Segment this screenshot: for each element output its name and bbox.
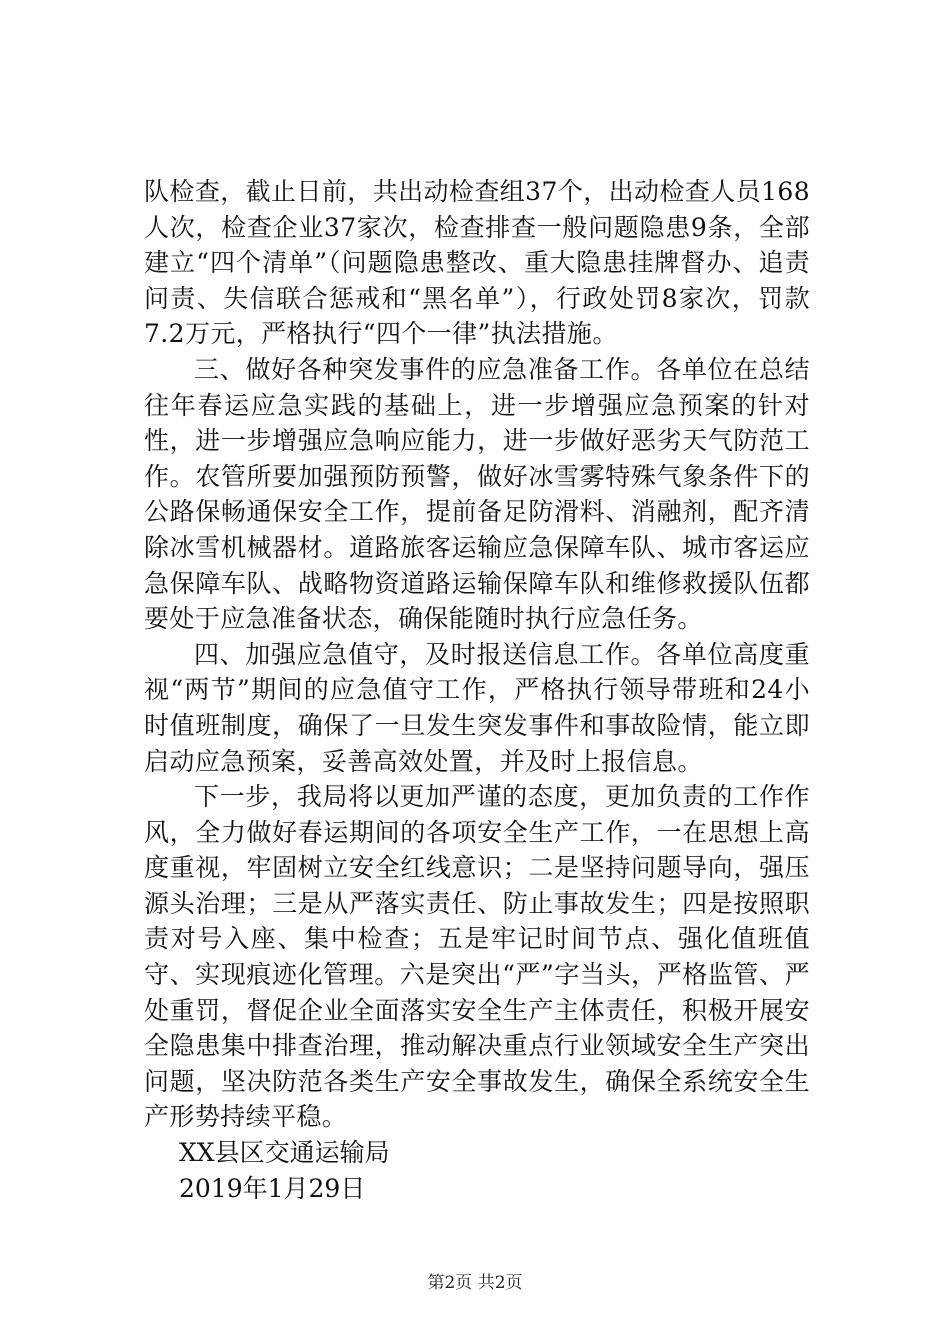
paragraph-inspection-summary: 队检查，截止日前，共出动检查组37个，出动检查人员168人次，检查企业37家次，检查排查一般问题隐患9条，全部建立“四个清单”（问题隐患整改、重大隐患挂牌督办、追责问责、失信联合惩戒和“黑名单”），行政处罚8家次，罚款7.2万元，严格执行“四个一律”执法措施。 [144,177,810,349]
paragraph-emergency-duty: 四、加强应急值守，及时报送信息工作。各单位高度重视“两节”期间的应急值守工作，严格执行领导带班和24小时值班制度，确保了一旦发生突发事件和事故险情，能立即启动应急预案，妥善高效处置，并及时上报信息。 [144,639,810,776]
page-number-footer: 第2页 共2页 [427,1273,523,1293]
paragraph-emergency-preparation: 三、做好各种突发事件的应急准备工作。各单位在总结往年春运应急实践的基础上，进一步增强应急预案的针对性，进一步增强应急响应能力，进一步做好恶劣天气防范工作。农管所要加强预防预警，做好冰雪雾特殊气象条件下的公路保畅通保安全工作，提前备足防滑料、消融剂，配齐清除冰雪机械器材。道路旅客运输应急保障车队、城市客运应急保障车队、战略物资道路运输保障车队和维修救援队伍都要处于应急准备状态，确保能随时执行应急任务。 [144,354,810,634]
signature-organization: XX县区交通运输局 [179,1138,390,1168]
signature-date: 2019年1月29日 [179,1173,366,1203]
paragraph-next-steps: 下一步，我局将以更加严谨的态度，更加负责的工作作风，全力做好春运期间的各项安全生产工作，一在思想上高度重视，牢固树立安全红线意识；二是坚持问题导向，强压源头治理；三是从严落实责任、防止事故发生；四是按照职责对号入座、集中检查；五是牢记时间节点、强化值班值守、实现痕迹化管理。六是突出“严”字当头，严格监管、严处重罚，督促企业全面落实安全生产主体责任，积极开展安全隐患集中排查治理，推动解决重点行业领域安全生产突出问题，坚决防范各类生产安全事故发生，确保全系统安全生产形势持续平稳。 [144,782,810,1132]
document-body [144,174,810,1206]
